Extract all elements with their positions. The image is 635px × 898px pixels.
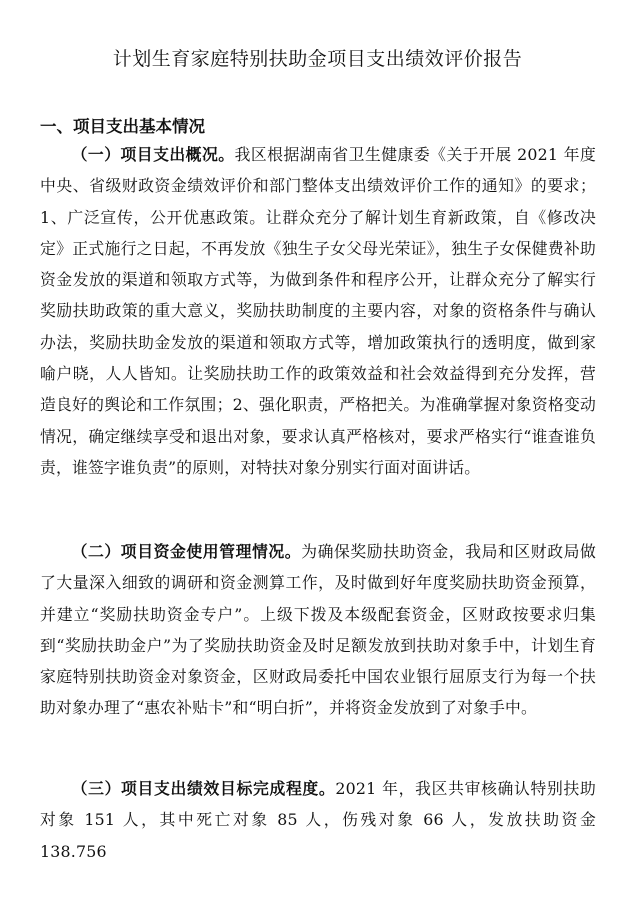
paragraph-lead: （三）项目支出绩效目标完成程度。 <box>71 779 336 798</box>
paragraph-fund-management <box>40 536 596 724</box>
paragraph-performance <box>40 773 596 867</box>
paragraph-lead: （二）项目资金使用管理情况。 <box>71 542 302 561</box>
paragraph-overview <box>40 139 596 483</box>
paragraph-text: 我区根据湖南省卫生健康委《关于开展 2021 年度中央、省级财政资金绩效评价和部门整体支出绩效评价工作的通知》的要求；1、广泛宣传，公开优惠政策。让群众充分了解计划生育新政策，自《修改决定》正式施行之日起，不再发放《独生子女父母光荣证》，独生子女保健费补助资金发放的渠道和领取方式等，为做到条件和程序公开，让群众充分了解实行奖励扶助政策的重大意义，奖励扶助制度的主要内容，对象的资格条件与确认办法，奖励扶助金发放的渠道和领取方式等，增加政策执行的透明度，做到家喻户晓，人人皆知。让奖励扶助工作的政策效益和社会效益得到充分发挥，营造良好的舆论和工作氛围；2、强化职责，严格把关。为准确掌握对象资格变动情况，确定继续享受和退出对象，要求认真严格核对，要求严格实行“谁查谁负责，谁签字谁负责”的原则，对特扶对象分别实行面对面讲话。 <box>40 145 596 477</box>
section-heading: 一、项目支出基本情况 <box>40 117 205 136</box>
paragraph-text: 2021 年，我区共审核确认特别扶助对象 151 人，其中死亡对象 85 人，伤残对象 66 人，发放扶助资金 138.756 <box>40 779 596 861</box>
paragraph-text: 为确保奖励扶助资金，我局和区财政局做了大量深入细致的调研和资金测算工作，及时做到好年度奖励扶助资金预算，并建立“奖励扶助资金专户”。上级下拨及本级配套资金，区财政按要求归集到“奖励扶助金户”为了奖励扶助资金及时足额发放到扶助对象手中，计划生育家庭特别扶助资金对象资金，区财政局委托中国农业银行屈原支行为每一个扶助对象办理了“惠农补贴卡”和“明白折”，并将资金发放到了对象手中。 <box>40 542 596 718</box>
paragraph-lead: （一）项目支出概况。 <box>71 145 235 164</box>
document-title: 计划生育家庭特别扶助金项目支出绩效评价报告 <box>112 48 523 70</box>
